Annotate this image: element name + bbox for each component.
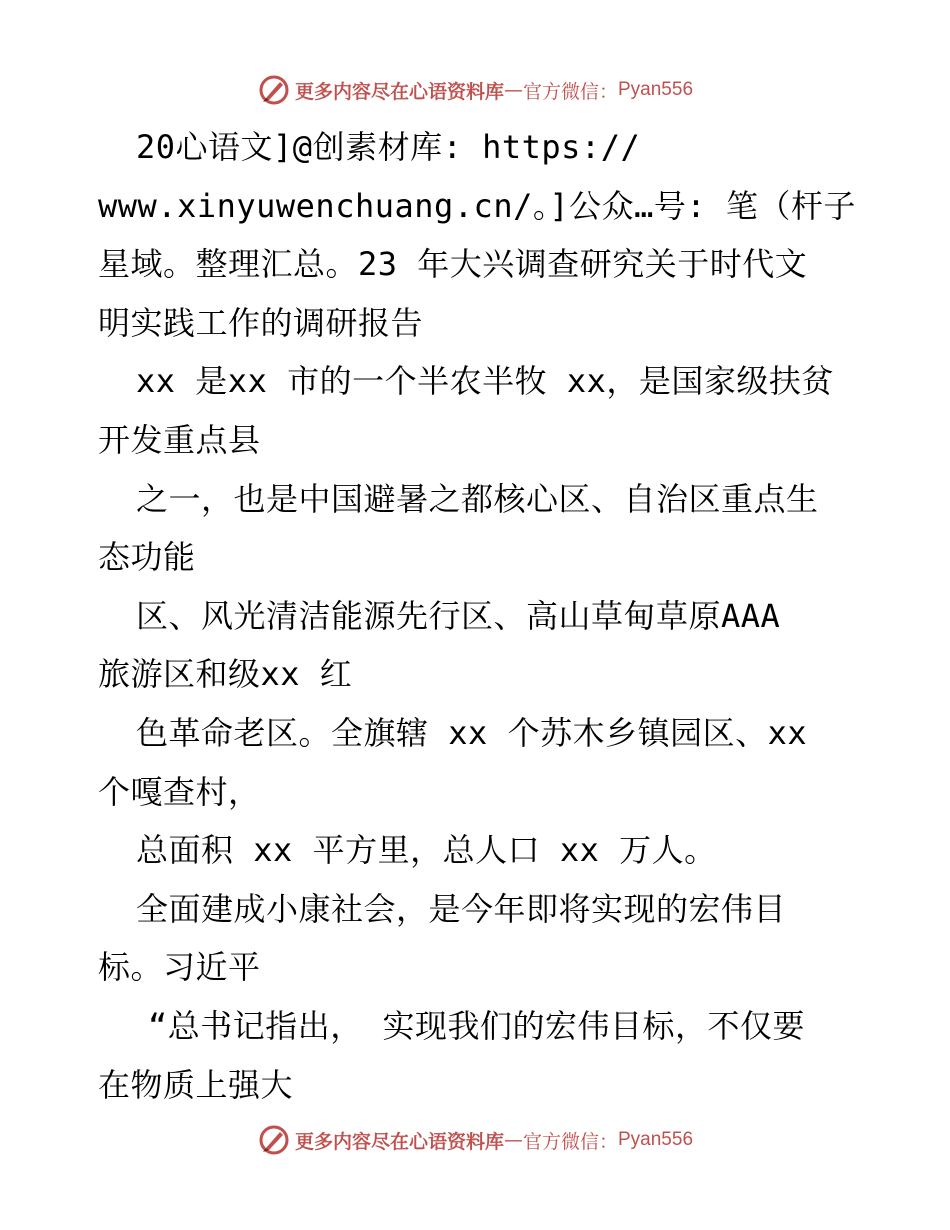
document-body (98, 118, 868, 1114)
body-line: 之一，也是中国避暑之都核心区、自治区重点生 (136, 479, 819, 518)
body-line: 20心语文]@创素材库: https:// (136, 128, 641, 166)
header-watermark-banner (0, 70, 950, 110)
body-line: “总书记指出， 实现我们的宏伟目标，不仅要 (148, 1006, 806, 1045)
body-line: 明实践工作的调研报告 (98, 303, 424, 342)
body-line: 区、风光清洁能源先行区、高山草甸草原AAA (136, 596, 781, 635)
banner-brand-text: 更多内容尽在心语资料库 (294, 80, 504, 103)
banner-official-label: 官方微信： (522, 80, 618, 103)
body-line: www.xinyuwenchuang.cn/。]公众…号: 笔（杆子 (98, 186, 856, 225)
banner-wechat-id: Pyan556 (618, 79, 694, 100)
body-line: 态功能 (98, 538, 196, 577)
body-line: 在物质上强大 (98, 1065, 294, 1104)
banner-brand-text: 更多内容尽在心语资料库 (294, 1130, 504, 1153)
body-line: 旅游区和级xx 红 (98, 655, 353, 694)
pen-circle-logo-icon (257, 1123, 291, 1157)
body-line: 全面建成小康社会，是今年即将实现的宏伟目 (136, 889, 787, 928)
banner-separator: — (503, 1129, 523, 1151)
banner-official-label: 官方微信： (522, 1130, 618, 1153)
body-line: 个嘎查村， (98, 772, 261, 811)
body-line: 星域。整理汇总。23 年大兴调查研究关于时代文 (98, 245, 808, 284)
pen-circle-logo-icon (257, 73, 291, 107)
banner-separator: — (503, 79, 523, 101)
footer-watermark-banner (0, 1120, 950, 1160)
body-line: 开发重点县 (98, 420, 261, 459)
body-line: 色革命老区。全旗辖 xx 个苏木乡镇园区、xx (136, 713, 808, 752)
body-line: xx 是xx 市的一个半农半牧 xx，是国家级扶贫 (136, 362, 834, 401)
body-line: 总面积 xx 平方里，总人口 xx 万人。 (136, 831, 717, 870)
banner-wechat-id: Pyan556 (618, 1129, 694, 1150)
body-line: 标。习近平 (98, 948, 261, 987)
